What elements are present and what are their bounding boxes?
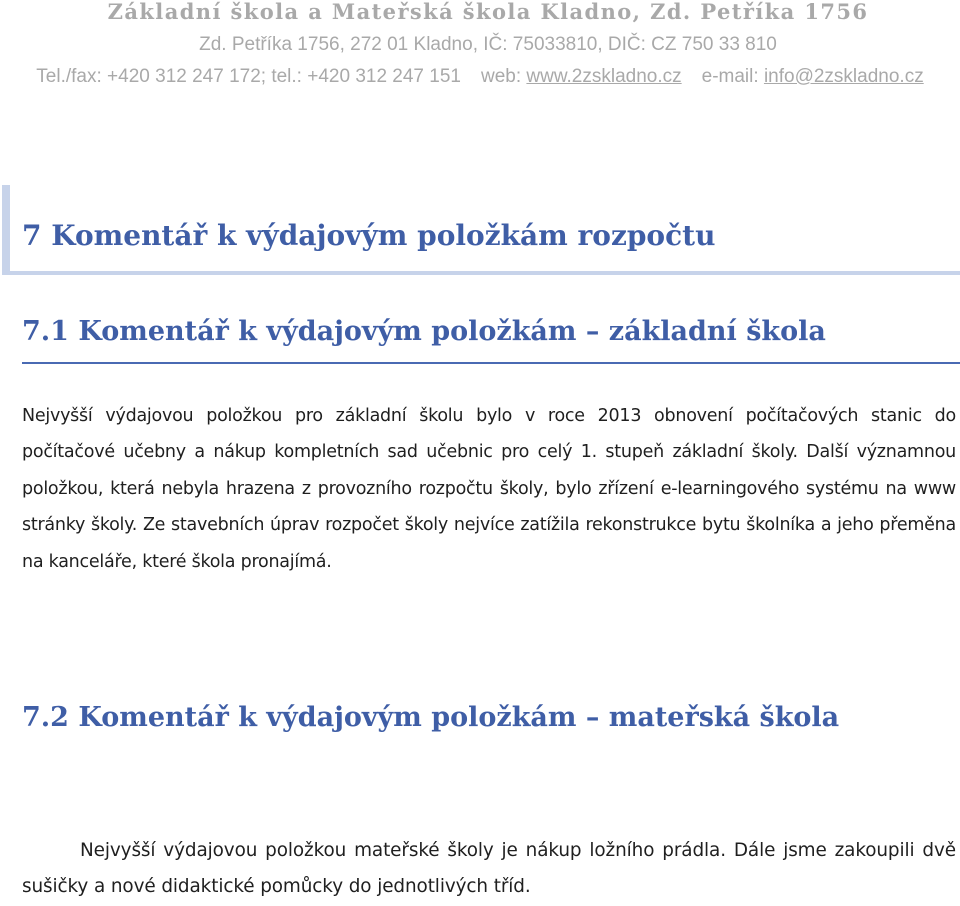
contact-line [0,66,960,88]
section-divider [22,362,960,364]
web-label: web: [480,66,522,87]
phone-numbers: Tel./fax: +420 312 247 172; tel.: +420 312 247 151 [36,66,461,87]
chapter-title: 7 Komentář k výdajovým položkám rozpočtu [22,219,716,252]
school-address: Zd. Petříka 1756, 272 01 Kladno, IČ: 75033810, DIČ: CZ 750 33 810 [199,34,777,55]
section-title-kindergarten: 7.2 Komentář k výdajovým položkám – mateřská škola [22,702,840,733]
section-title-basic-school: 7.1 Komentář k výdajovým položkám – základní škola [22,316,826,347]
section-paragraph-basic-school: Nejvyšší výdajovou položkou pro základní školu bylo v roce 2013 obnovení počítačových stanic do počítačové učebny a nákup kompletních sad učebnic pro celý 1. stupeň základní školy. Další významnou položkou, která nebyla hrazena z provozního rozpočtu školy, bylo zřízení e-learningového systému na www stránky školy. Ze stavebních úprav rozpočet školy nejvíce zatížila rekonstrukce bytu školníka a jeho přeměna na kanceláře, které škola pronajímá. [22,406,956,572]
school-name: Základní škola a Mateřská škola Kladno, Zd. Petříka 1756 [107,0,869,24]
chapter-heading-rule [2,271,960,275]
web-link[interactable]: www.2zskladno.cz [526,66,682,87]
section-paragraph-kindergarten: Nejvyšší výdajovou položkou mateřské školy je nákup ložního prádla. Dále jsme zakoupili dvě sušičky a nové didaktické pomůcky do jednotlivých tříd. [22,840,956,898]
email-label: e-mail: [701,66,759,87]
email-link[interactable]: info@2zskladno.cz [763,66,924,87]
